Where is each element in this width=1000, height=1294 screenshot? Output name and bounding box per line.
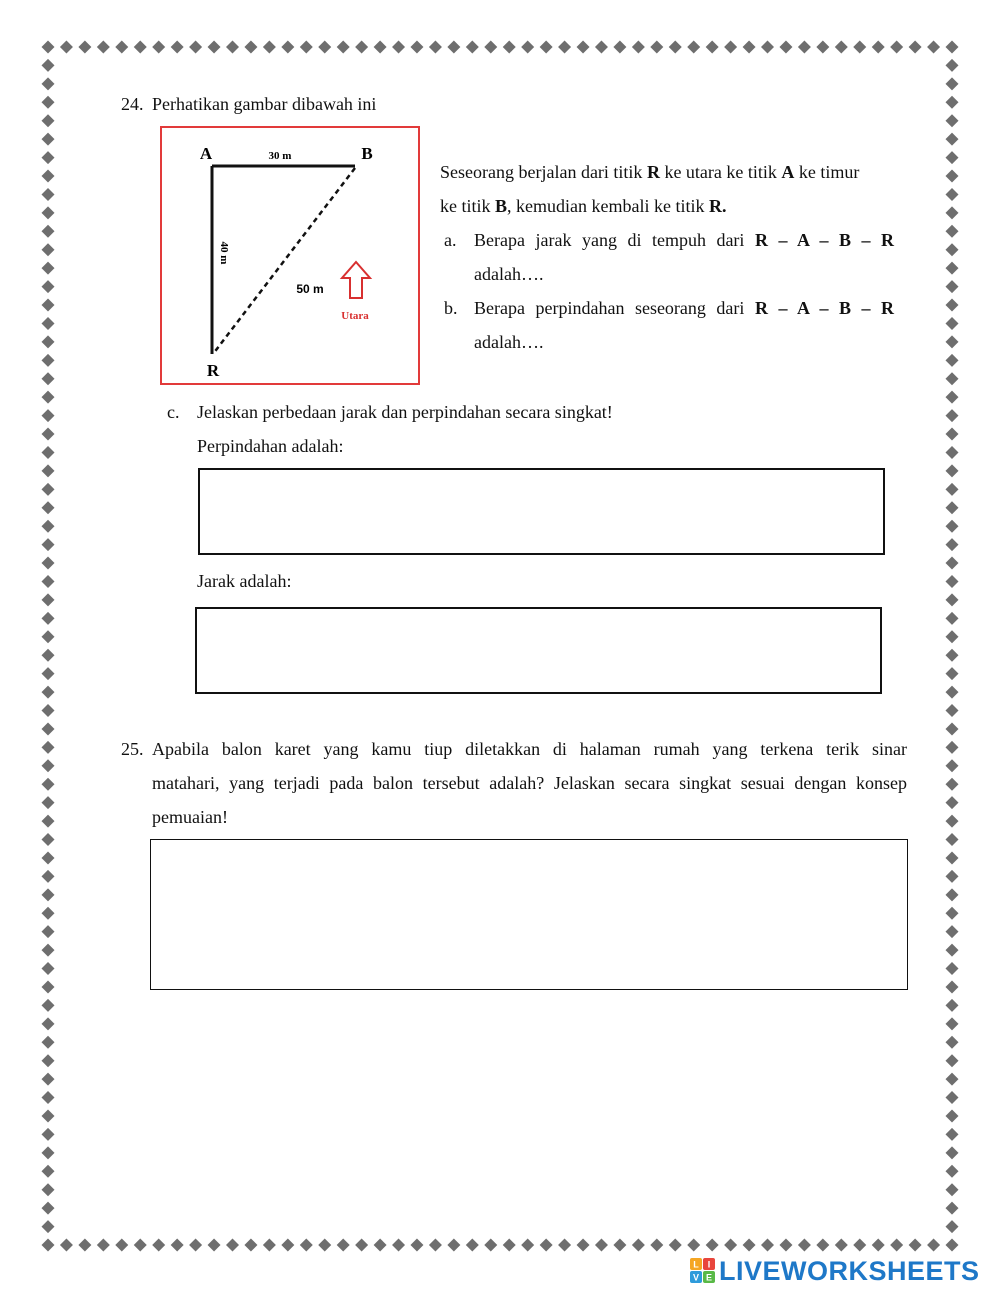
border-diamond	[78, 41, 91, 54]
border-diamond	[946, 704, 959, 717]
border-diamond	[42, 759, 55, 772]
border-diamond	[42, 41, 55, 54]
border-diamond	[946, 170, 959, 183]
border-diamond	[318, 1239, 331, 1252]
border-diamond	[42, 151, 55, 164]
border-diamond	[577, 41, 590, 54]
border-diamond	[42, 667, 55, 680]
border-diamond	[42, 722, 55, 735]
border-diamond	[946, 262, 959, 275]
border-diamond	[946, 446, 959, 459]
border-diamond	[595, 41, 608, 54]
border-diamond	[42, 1036, 55, 1049]
border-diamond	[244, 1239, 257, 1252]
border-diamond	[946, 741, 959, 754]
border-diamond	[946, 630, 959, 643]
border-diamond	[42, 1146, 55, 1159]
border-diamond	[946, 317, 959, 330]
border-diamond	[946, 391, 959, 404]
border-diamond	[650, 41, 663, 54]
border-diamond	[909, 41, 922, 54]
border-diamond	[226, 41, 239, 54]
border-diamond	[447, 41, 460, 54]
border-diamond	[42, 686, 55, 699]
border-diamond	[42, 557, 55, 570]
border-diamond	[909, 1239, 922, 1252]
border-diamond	[42, 206, 55, 219]
border-diamond	[890, 41, 903, 54]
jarak-label: Jarak adalah:	[197, 571, 292, 591]
border-diamond	[946, 464, 959, 477]
question-25-number: 25.	[121, 739, 144, 759]
border-diamond	[946, 1239, 959, 1252]
border-diamond	[687, 41, 700, 54]
border-diamond	[42, 999, 55, 1012]
border-diamond	[743, 1239, 756, 1252]
border-diamond	[42, 299, 55, 312]
border-diamond	[60, 1239, 73, 1252]
border-diamond	[263, 1239, 276, 1252]
border-diamond	[853, 1239, 866, 1252]
border-diamond	[42, 1202, 55, 1215]
border-diamond	[318, 41, 331, 54]
border-diamond	[171, 1239, 184, 1252]
border-diamond	[613, 1239, 626, 1252]
border-diamond	[946, 280, 959, 293]
border-diamond	[946, 188, 959, 201]
item-b-continuation: adalah….	[474, 332, 544, 352]
border-diamond	[946, 944, 959, 957]
border-diamond	[42, 262, 55, 275]
border-diamond	[946, 1109, 959, 1122]
border-diamond	[946, 1146, 959, 1159]
border-diamond	[226, 1239, 239, 1252]
border-diamond	[946, 1036, 959, 1049]
border-diamond	[946, 1017, 959, 1030]
border-diamond	[42, 612, 55, 625]
svg-text:E: E	[705, 1272, 713, 1283]
border-diamond	[521, 41, 534, 54]
border-diamond	[42, 188, 55, 201]
border-diamond	[946, 538, 959, 551]
border-diamond	[355, 41, 368, 54]
item-a-question	[474, 223, 894, 257]
item-b-question	[474, 291, 894, 325]
border-diamond	[946, 1091, 959, 1104]
border-diamond	[42, 593, 55, 606]
top-side-label: 30 m	[268, 150, 292, 162]
border-diamond	[42, 446, 55, 459]
border-diamond	[42, 225, 55, 238]
perpindahan-answer-box[interactable]	[198, 468, 885, 555]
border-diamond	[946, 999, 959, 1012]
question-25-line-3: pemuaian!	[152, 807, 228, 827]
border-diamond	[503, 41, 516, 54]
border-diamond	[632, 1239, 645, 1252]
desc-point-a: A	[781, 162, 795, 182]
border-diamond	[540, 1239, 553, 1252]
north-label: Utara	[341, 310, 369, 322]
border-diamond	[946, 520, 959, 533]
border-diamond	[281, 41, 294, 54]
border-diamond	[355, 1239, 368, 1252]
border-diamond	[816, 41, 829, 54]
border-diamond	[115, 1239, 128, 1252]
border-diamond	[669, 1239, 682, 1252]
border-diamond	[410, 1239, 423, 1252]
border-diamond	[42, 501, 55, 514]
border-diamond	[946, 759, 959, 772]
desc-text: ke timur	[794, 162, 860, 182]
border-diamond	[946, 151, 959, 164]
border-diamond	[946, 593, 959, 606]
border-diamond	[724, 1239, 737, 1252]
desc-text: ke titik	[440, 196, 495, 216]
border-diamond	[42, 741, 55, 754]
border-diamond	[42, 1165, 55, 1178]
border-diamond	[42, 428, 55, 441]
border-diamond	[42, 520, 55, 533]
border-diamond	[650, 1239, 663, 1252]
border-diamond	[946, 667, 959, 680]
border-diamond	[115, 41, 128, 54]
border-diamond	[946, 833, 959, 846]
border-diamond	[42, 133, 55, 146]
border-diamond	[42, 372, 55, 385]
border-diamond	[540, 41, 553, 54]
border-diamond	[42, 630, 55, 643]
item-a-text: Berapa jarak yang di tempuh dari	[474, 230, 745, 250]
vertex-b-label: B	[361, 144, 373, 163]
border-diamond	[42, 575, 55, 588]
border-diamond	[779, 1239, 792, 1252]
border-diamond	[946, 649, 959, 662]
border-diamond	[374, 1239, 387, 1252]
item-b-text: Berapa perpindahan seseorang dari	[474, 298, 745, 318]
border-diamond	[171, 41, 184, 54]
border-diamond	[484, 41, 497, 54]
border-diamond	[521, 1239, 534, 1252]
border-diamond	[946, 96, 959, 109]
border-diamond	[42, 59, 55, 72]
desc-point-b: B	[495, 196, 508, 216]
border-diamond	[724, 41, 737, 54]
border-diamond	[42, 1054, 55, 1067]
border-diamond	[42, 778, 55, 791]
border-diamond	[97, 41, 110, 54]
border-diamond	[946, 612, 959, 625]
border-diamond	[42, 1239, 55, 1252]
question-24-intro: Perhatikan gambar dibawah ini	[152, 94, 377, 114]
border-diamond	[946, 815, 959, 828]
border-diamond	[42, 1128, 55, 1141]
border-diamond	[42, 870, 55, 883]
question-24-number: 24.	[121, 94, 144, 114]
item-a-route: R – A – B – R	[754, 230, 894, 250]
border-diamond	[946, 870, 959, 883]
border-diamond	[42, 925, 55, 938]
border-diamond	[946, 1183, 959, 1196]
border-diamond	[429, 1239, 442, 1252]
border-diamond	[42, 170, 55, 183]
border-diamond	[613, 41, 626, 54]
svg-text:V: V	[692, 1272, 700, 1283]
border-diamond	[798, 41, 811, 54]
border-diamond	[244, 41, 257, 54]
border-diamond	[42, 1109, 55, 1122]
desc-point-r: R	[646, 162, 660, 182]
border-diamond	[946, 888, 959, 901]
border-diamond	[946, 1165, 959, 1178]
left-side-label: 40 m	[218, 241, 230, 265]
border-diamond	[946, 335, 959, 348]
liveworksheets-grid-icon	[690, 1258, 716, 1284]
item-b-route: R – A – B – R	[754, 298, 895, 318]
border-diamond	[558, 41, 571, 54]
border-diamond	[42, 851, 55, 864]
border-diamond	[78, 1239, 91, 1252]
border-diamond	[946, 722, 959, 735]
border-diamond	[42, 538, 55, 551]
border-diamond	[558, 1239, 571, 1252]
border-diamond	[97, 1239, 110, 1252]
border-diamond	[946, 372, 959, 385]
border-diamond	[927, 1239, 940, 1252]
border-diamond	[946, 557, 959, 570]
jarak-answer-box[interactable]	[195, 607, 882, 694]
border-diamond	[946, 428, 959, 441]
border-diamond	[946, 354, 959, 367]
border-diamond	[300, 41, 313, 54]
border-diamond	[946, 1054, 959, 1067]
border-diamond	[447, 1239, 460, 1252]
border-diamond	[42, 243, 55, 256]
border-diamond	[392, 41, 405, 54]
question-25-line-1: Apabila balon karet yang kamu tiup diletakkan di halaman rumah yang terkena terik sinar	[152, 739, 907, 759]
desc-text: Seseorang berjalan dari titik	[440, 162, 647, 182]
border-diamond	[42, 1183, 55, 1196]
border-diamond	[946, 501, 959, 514]
item-c-question: Jelaskan perbedaan jarak dan perpindahan secara singkat!	[197, 402, 613, 422]
border-diamond	[392, 1239, 405, 1252]
border-diamond	[374, 41, 387, 54]
border-diamond	[42, 888, 55, 901]
border-diamond	[946, 41, 959, 54]
border-diamond	[152, 41, 165, 54]
border-diamond	[42, 409, 55, 422]
border-diamond	[946, 1202, 959, 1215]
border-diamond	[134, 41, 147, 54]
border-diamond	[761, 41, 774, 54]
border-diamond	[300, 1239, 313, 1252]
border-diamond	[816, 1239, 829, 1252]
desc-text: , kemudian kembali ke titik	[507, 196, 709, 216]
border-diamond	[42, 280, 55, 293]
border-diamond	[779, 41, 792, 54]
border-diamond	[337, 41, 350, 54]
border-diamond	[927, 41, 940, 54]
triangle-diagram	[162, 128, 418, 383]
border-diamond	[42, 1073, 55, 1086]
border-diamond	[798, 1239, 811, 1252]
border-diamond	[946, 483, 959, 496]
perpindahan-label: Perpindahan adalah:	[197, 436, 344, 456]
border-diamond	[946, 243, 959, 256]
border-diamond	[872, 1239, 885, 1252]
border-diamond	[429, 41, 442, 54]
border-diamond	[42, 815, 55, 828]
border-diamond	[946, 59, 959, 72]
border-diamond	[761, 1239, 774, 1252]
border-diamond	[263, 41, 276, 54]
border-diamond	[60, 41, 73, 54]
border-diamond	[835, 41, 848, 54]
question-25-line-2: matahari, yang terjadi pada balon tersebut adalah? Jelaskan secara singkat sesuai dengan konsep	[152, 773, 907, 793]
border-diamond	[503, 1239, 516, 1252]
border-diamond	[208, 41, 221, 54]
border-diamond	[946, 409, 959, 422]
border-diamond	[410, 41, 423, 54]
svg-text:L: L	[693, 1259, 699, 1270]
item-c-marker: c.	[167, 402, 180, 422]
border-diamond	[669, 41, 682, 54]
border-diamond	[42, 391, 55, 404]
border-diamond	[632, 41, 645, 54]
border-diamond	[577, 1239, 590, 1252]
border-diamond	[42, 704, 55, 717]
border-diamond	[337, 1239, 350, 1252]
border-diamond	[706, 1239, 719, 1252]
border-diamond	[706, 41, 719, 54]
desc-text: ke utara ke titik	[659, 162, 782, 182]
border-diamond	[484, 1239, 497, 1252]
border-diamond	[946, 299, 959, 312]
border-diamond	[946, 962, 959, 975]
liveworksheets-wordmark: LIVEWORKSHEETS	[719, 1255, 980, 1286]
border-diamond	[946, 686, 959, 699]
desc-point-r: R.	[708, 196, 727, 216]
border-diamond	[152, 1239, 165, 1252]
border-diamond	[208, 1239, 221, 1252]
item-b-marker: b.	[444, 298, 458, 318]
border-diamond	[835, 1239, 848, 1252]
border-diamond	[42, 335, 55, 348]
border-diamond	[42, 944, 55, 957]
vertex-r-label: R	[206, 361, 220, 380]
border-diamond	[946, 77, 959, 90]
north-arrow-icon	[342, 262, 370, 298]
border-diamond	[595, 1239, 608, 1252]
border-diamond	[466, 1239, 479, 1252]
border-diamond	[42, 96, 55, 109]
border-diamond	[42, 907, 55, 920]
svg-text:I: I	[707, 1259, 711, 1270]
question-24-description	[440, 155, 895, 223]
liveworksheets-logo	[690, 1256, 980, 1286]
displacement-figure	[160, 126, 420, 385]
border-diamond	[946, 980, 959, 993]
question-25-answer-box[interactable]	[150, 839, 908, 990]
border-diamond	[946, 1128, 959, 1141]
border-diamond	[853, 41, 866, 54]
border-diamond	[946, 1220, 959, 1233]
border-diamond	[42, 1017, 55, 1030]
border-diamond	[946, 225, 959, 238]
border-diamond	[42, 114, 55, 127]
border-diamond	[42, 796, 55, 809]
border-diamond	[946, 133, 959, 146]
border-diamond	[189, 41, 202, 54]
border-diamond	[687, 1239, 700, 1252]
border-diamond	[281, 1239, 294, 1252]
item-a-marker: a.	[444, 230, 457, 250]
border-diamond	[42, 980, 55, 993]
hypotenuse-label: 50 m	[296, 282, 324, 296]
border-diamond	[42, 1091, 55, 1104]
border-diamond	[946, 851, 959, 864]
border-diamond	[946, 796, 959, 809]
border-diamond	[946, 778, 959, 791]
border-diamond	[42, 649, 55, 662]
border-diamond	[890, 1239, 903, 1252]
border-diamond	[946, 1073, 959, 1086]
border-diamond	[134, 1239, 147, 1252]
border-diamond	[946, 206, 959, 219]
border-diamond	[42, 77, 55, 90]
vertex-a-label: A	[199, 144, 213, 163]
border-diamond	[946, 114, 959, 127]
item-a-continuation: adalah….	[474, 264, 544, 284]
border-diamond	[42, 464, 55, 477]
border-diamond	[42, 962, 55, 975]
border-diamond	[946, 575, 959, 588]
border-diamond	[42, 1220, 55, 1233]
border-diamond	[946, 907, 959, 920]
border-diamond	[42, 354, 55, 367]
border-diamond	[872, 41, 885, 54]
border-diamond	[743, 41, 756, 54]
border-diamond	[42, 483, 55, 496]
border-diamond	[42, 317, 55, 330]
border-diamond	[946, 925, 959, 938]
side-b-r	[213, 168, 355, 354]
border-diamond	[189, 1239, 202, 1252]
border-diamond	[466, 41, 479, 54]
border-diamond	[42, 833, 55, 846]
